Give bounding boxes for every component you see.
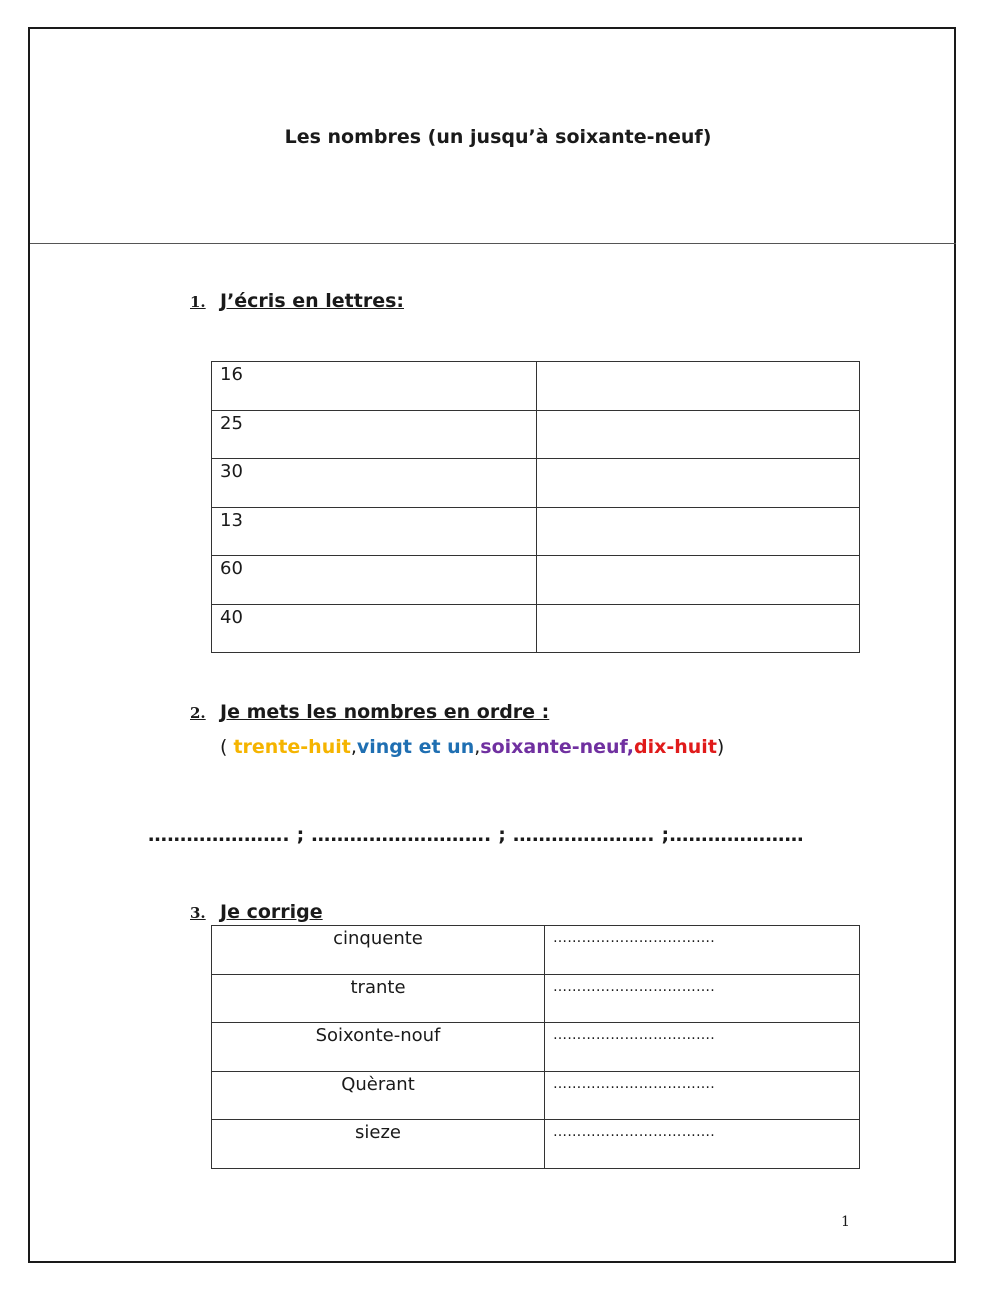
section-2-title: Je mets les nombres en ordre :: [220, 701, 550, 723]
order-answer-line[interactable]: …………………. ; ………………………. ; …………………. ;…………………: [148, 824, 804, 846]
misspelled-word-cell: Soixonte-nouf: [212, 1023, 545, 1072]
word-item: soixante-neuf: [480, 736, 627, 758]
table-row: [212, 556, 860, 605]
misspelled-word-cell: sieze: [212, 1120, 545, 1169]
table-row: [212, 604, 860, 653]
answer-cell[interactable]: [537, 362, 860, 411]
number-word-list: [220, 736, 724, 758]
number-cell: 40: [212, 604, 537, 653]
misspelled-word-cell: cinquente: [212, 926, 545, 975]
number-cell: 13: [212, 507, 537, 556]
numbers-to-letters-table: [211, 361, 860, 653]
section-3-heading: [190, 901, 323, 923]
section-1-number: 1.: [190, 293, 206, 311]
answer-cell[interactable]: [537, 410, 860, 459]
close-paren: ): [716, 736, 725, 758]
answer-cell[interactable]: [537, 604, 860, 653]
table-row: [212, 410, 860, 459]
table-row: [212, 926, 860, 975]
correction-cell[interactable]: …………………………….: [545, 1023, 860, 1072]
correction-cell[interactable]: …………………………….: [545, 1071, 860, 1120]
header-divider: [30, 243, 956, 244]
separator: ,: [474, 736, 481, 758]
section-3-number: 3.: [190, 904, 206, 922]
table-row: [212, 974, 860, 1023]
table-row: [212, 459, 860, 508]
correction-table: [211, 925, 860, 1169]
section-1-title: J’écris en lettres:: [220, 290, 404, 312]
section-3-title: Je corrige: [220, 901, 323, 923]
number-cell: 30: [212, 459, 537, 508]
section-2-number: 2.: [190, 704, 206, 722]
open-paren: (: [220, 736, 234, 758]
misspelled-word-cell: trante: [212, 974, 545, 1023]
number-cell: 16: [212, 362, 537, 411]
misspelled-word-cell: Quèrant: [212, 1071, 545, 1120]
correction-cell[interactable]: …………………………….: [545, 1120, 860, 1169]
page-number: 1: [841, 1214, 850, 1230]
table-row: [212, 1071, 860, 1120]
table-row: [212, 1023, 860, 1072]
page-title: Les nombres (un jusqu’à soixante-neuf): [284, 126, 712, 148]
number-cell: 25: [212, 410, 537, 459]
section-2-heading: [190, 701, 549, 723]
table-row: [212, 362, 860, 411]
answer-cell[interactable]: [537, 507, 860, 556]
number-cell: 60: [212, 556, 537, 605]
word-item: vingt et un: [356, 736, 475, 758]
answer-cell[interactable]: [537, 459, 860, 508]
word-item-comma: ,: [626, 736, 634, 758]
separator: ,: [350, 736, 357, 758]
correction-cell[interactable]: …………………………….: [545, 974, 860, 1023]
section-1-heading: [190, 290, 404, 312]
answer-cell[interactable]: [537, 556, 860, 605]
word-item: dix-huit: [634, 736, 717, 758]
correction-cell[interactable]: …………………………….: [545, 926, 860, 975]
table-row: [212, 507, 860, 556]
table-row: [212, 1120, 860, 1169]
word-item: trente-huit: [233, 736, 351, 758]
